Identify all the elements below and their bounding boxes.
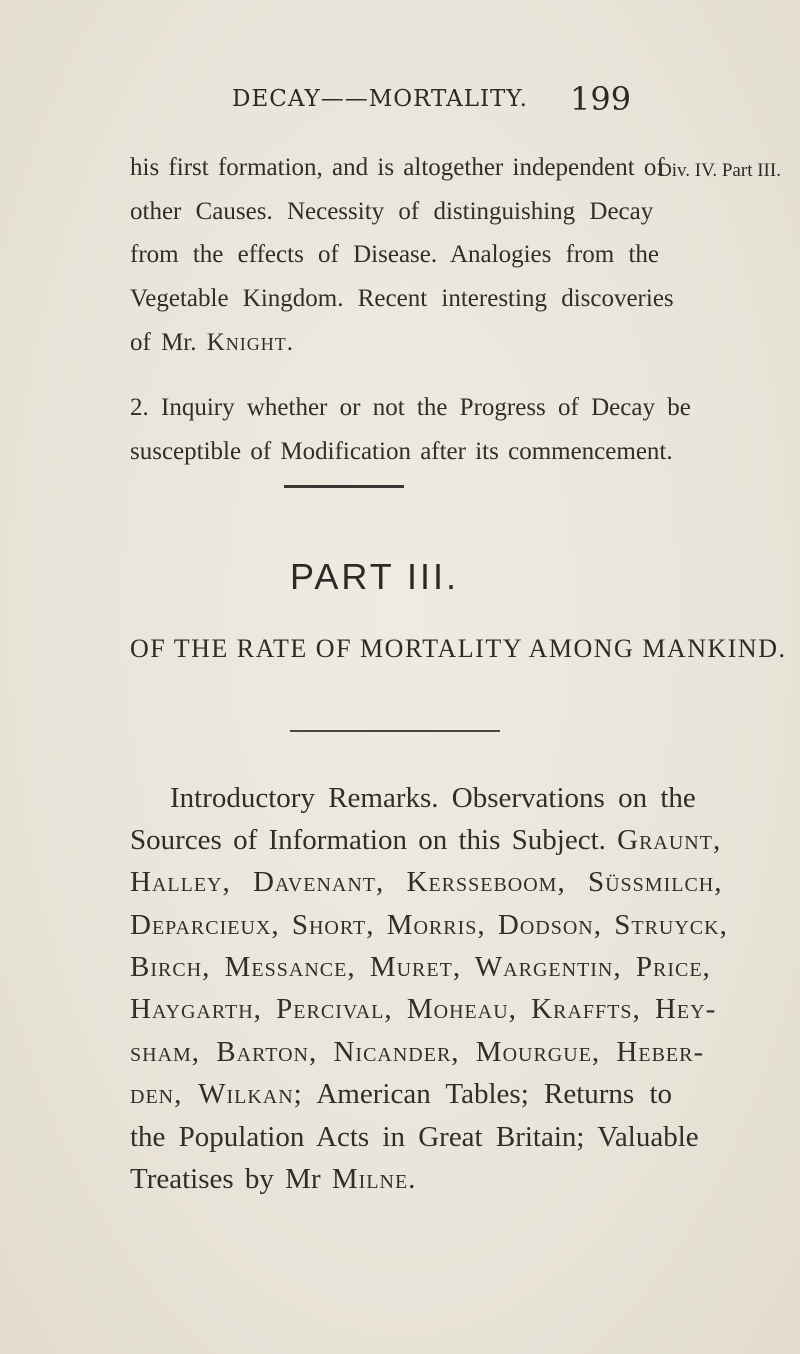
summary-line: from the effects of Disease. Analogies from the <box>130 241 659 268</box>
subtitle-divider <box>290 730 500 732</box>
contents-line <box>130 1163 416 1196</box>
contents-line: Haygarth, Percival, Moheau, Kraffts, Hey- <box>130 993 717 1025</box>
contents-line: Deparcieux, Short, Morris, Dodson, Struyck, <box>130 909 728 941</box>
summary-line: 2. Inquiry whether or not the Progress of Decay be <box>130 394 691 421</box>
summary-text: of Mr. <box>130 329 207 356</box>
author-name: Knight. <box>206 329 295 356</box>
contents-line: Birch, Messance, Muret, Wargentin, Price, <box>130 951 711 983</box>
part-subtitle: OF THE RATE OF MORTALITY AMONG MANKIND. <box>130 634 787 663</box>
summary-line: susceptible of Modification after its commencement. <box>130 438 673 465</box>
summary-line <box>130 329 294 357</box>
contents-text: Treatises by Mr <box>130 1163 332 1195</box>
contents-line: the Population Acts in Great Britain; Valuable <box>130 1121 699 1153</box>
contents-text: American Tables; Returns to <box>302 1078 673 1110</box>
contents-text: Sources of Information on this Subject. <box>130 824 618 856</box>
contents-line <box>130 824 721 857</box>
page-number: 199 <box>570 80 632 118</box>
summary-line: other Causes. Necessity of distinguishing Decay <box>130 198 654 225</box>
contents-line <box>130 1078 672 1111</box>
author-name: den, Wilkan; <box>130 1078 303 1110</box>
part-title: PART III. <box>290 556 460 597</box>
section-divider <box>284 485 404 488</box>
contents-line: Halley, Davenant, Kersseboom, Süssmilch, <box>130 866 723 898</box>
running-head: DECAY——MORTALITY. <box>232 86 528 112</box>
author-name: Graunt, <box>617 824 722 856</box>
summary-line: Vegetable Kingdom. Recent interesting discoveries <box>130 285 674 312</box>
contents-line: Introductory Remarks. Observations on the <box>170 782 696 814</box>
summary-line: his first formation, and is altogether independent of <box>130 154 665 181</box>
author-name: Milne. <box>331 1163 417 1195</box>
contents-line: sham, Barton, Nicander, Mourgue, Heber- <box>130 1036 705 1068</box>
margin-note: Div. IV. Part III. <box>658 160 781 181</box>
